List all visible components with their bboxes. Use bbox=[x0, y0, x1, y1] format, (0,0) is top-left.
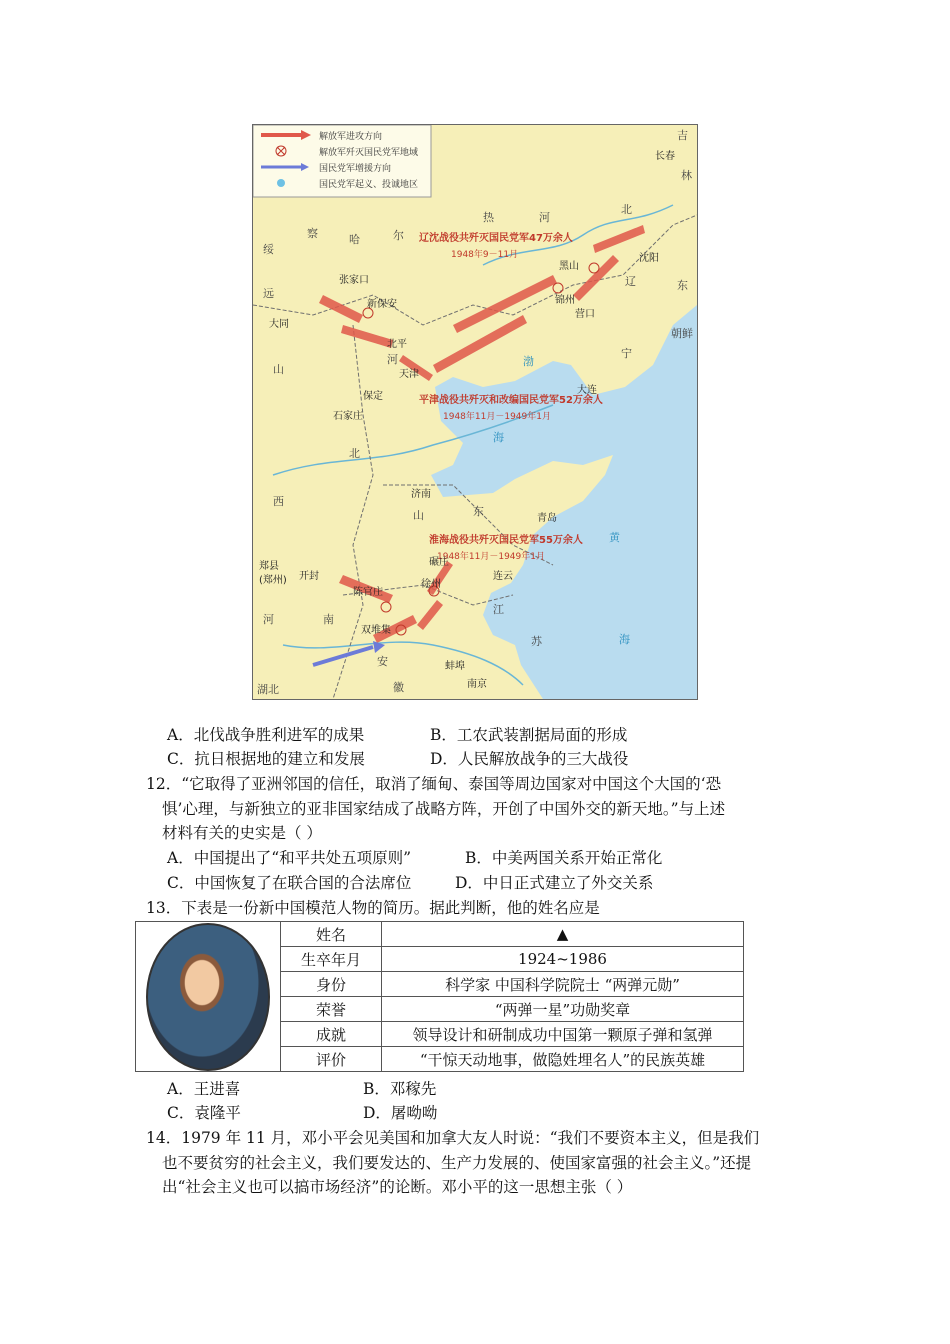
city-label: 北平 bbox=[387, 339, 407, 350]
battle-dates: 1948年9－11月 bbox=[451, 250, 519, 260]
option-b[interactable]: B．中美两国关系开始正常化 bbox=[465, 849, 663, 867]
option-d[interactable]: D．人民解放战争的三大战役 bbox=[430, 750, 629, 768]
region-label: 湖北 bbox=[257, 683, 279, 696]
question-12-stem: 材料有关的史实是（ ） bbox=[162, 824, 322, 842]
region-label: 北 bbox=[621, 203, 632, 216]
region-label: 南 bbox=[323, 613, 334, 626]
battle-map bbox=[252, 124, 698, 700]
city-label: 黑山 bbox=[559, 261, 579, 272]
region-label: 辽 bbox=[625, 275, 636, 288]
city-label: 新保安 bbox=[367, 299, 397, 310]
option-c[interactable]: C．袁隆平 bbox=[167, 1104, 241, 1122]
table-value: ▲ bbox=[382, 922, 744, 947]
region-label: 河 bbox=[539, 211, 550, 224]
city-label: 济南 bbox=[411, 489, 431, 500]
city-label: 陈官庄 bbox=[353, 587, 383, 598]
table-key: 生卒年月 bbox=[281, 947, 382, 972]
region-label: 山 bbox=[413, 509, 424, 522]
city-label: 沈阳 bbox=[639, 253, 659, 264]
city-label: 碾庄 bbox=[429, 557, 449, 568]
region-label: 吉 bbox=[677, 129, 688, 142]
portrait-photo bbox=[146, 923, 270, 1071]
sea-label: 海 bbox=[619, 633, 630, 646]
city-label: 大同 bbox=[269, 319, 289, 330]
option-d[interactable]: D．屠呦呦 bbox=[363, 1104, 438, 1122]
city-label: 青岛 bbox=[537, 513, 557, 524]
city-label: 天津 bbox=[399, 369, 419, 380]
table-key: 身份 bbox=[281, 972, 382, 997]
battle-dates: 1948年11月－1949年1月 bbox=[437, 552, 545, 562]
region-label: 远 bbox=[263, 287, 274, 300]
table-key: 荣誉 bbox=[281, 997, 382, 1022]
table-value: 领导设计和研制成功中国第一颗原子弹和氢弹 bbox=[382, 1022, 744, 1047]
city-label: 营口 bbox=[575, 309, 595, 320]
uprising-icon bbox=[277, 179, 285, 187]
legend-label: 国民党军起义、投诚地区 bbox=[319, 180, 419, 190]
city-label: 连云 bbox=[493, 571, 513, 582]
table-value: “两弹一星”功勋奖章 bbox=[382, 997, 744, 1022]
region-label: 河 bbox=[387, 353, 398, 366]
city-label: 蚌埠 bbox=[445, 661, 465, 672]
region-label: 绥 bbox=[263, 243, 274, 256]
city-label: 开封 bbox=[299, 571, 319, 582]
city-label: 徐州 bbox=[421, 579, 441, 590]
option-c[interactable]: C．抗日根据地的建立和发展 bbox=[167, 750, 365, 768]
city-label: (郑州) bbox=[259, 575, 287, 586]
question-12-stem: 惧’心理，与新独立的亚非国家结成了战略方阵，开创了中国外交的新天地。”与上述 bbox=[162, 800, 726, 818]
region-label: 东 bbox=[677, 279, 688, 292]
option-b[interactable]: B．邓稼先 bbox=[363, 1080, 437, 1098]
region-label: 热 bbox=[483, 211, 494, 224]
city-label: 保定 bbox=[363, 391, 383, 402]
region-label: 尔 bbox=[393, 229, 404, 242]
sea-label: 海 bbox=[493, 431, 504, 444]
battle-dates: 1948年11月－1949年1月 bbox=[443, 412, 551, 422]
city-label: 南京 bbox=[467, 679, 487, 690]
city-label: 张家口 bbox=[339, 275, 369, 286]
battle-caption: 平津战役共歼灭和改编国民党军52万余人 bbox=[419, 395, 603, 406]
region-label: 江 bbox=[493, 603, 504, 616]
portrait-cell bbox=[136, 922, 281, 1072]
table-key: 评价 bbox=[281, 1047, 382, 1072]
region-label: 东 bbox=[473, 505, 484, 518]
region-label: 河 bbox=[263, 613, 274, 626]
region-label: 朝鲜 bbox=[671, 327, 693, 340]
city-label: 大连 bbox=[577, 385, 597, 396]
option-c[interactable]: C．中国恢复了在联合国的合法席位 bbox=[167, 874, 412, 892]
question-13-stem: 13．下表是一份新中国模范人物的简历。据此判断，他的姓名应是 bbox=[146, 899, 600, 917]
battle-map-svg bbox=[253, 125, 697, 699]
region-label: 察 bbox=[307, 227, 318, 240]
table-row bbox=[136, 922, 744, 947]
city-label: 长春 bbox=[655, 151, 675, 162]
legend-label: 国民党军增援方向 bbox=[319, 164, 392, 174]
region-label: 宁 bbox=[621, 347, 632, 360]
city-label: 锦州 bbox=[555, 295, 575, 306]
region-label: 哈 bbox=[349, 233, 360, 246]
option-d[interactable]: D．中日正式建立了外交关系 bbox=[455, 874, 654, 892]
option-a[interactable]: A．王进喜 bbox=[167, 1080, 241, 1098]
option-b[interactable]: B．工农武装割据局面的形成 bbox=[430, 726, 628, 744]
city-label: 双堆集 bbox=[361, 625, 391, 636]
legend-label: 解放军歼灭国民党军地域 bbox=[319, 148, 419, 158]
sea-label: 黄 bbox=[609, 531, 620, 544]
region-label: 徽 bbox=[393, 681, 404, 694]
city-label: 郑县 bbox=[259, 561, 279, 572]
biography-table bbox=[135, 921, 744, 1072]
option-a[interactable]: A．中国提出了“和平共处五项原则” bbox=[167, 849, 412, 867]
question-14-stem: 出“社会主义也可以搞市场经济”的论断。邓小平的这一思想主张（ ） bbox=[162, 1178, 633, 1196]
region-label: 北 bbox=[349, 447, 360, 460]
table-value: “干惊天动地事，做隐姓埋名人”的民族英雄 bbox=[382, 1047, 744, 1072]
region-label: 林 bbox=[681, 169, 692, 182]
option-a[interactable]: A．北伐战争胜利进军的成果 bbox=[167, 726, 365, 744]
battle-caption: 淮海战役共歼灭国民党军55万余人 bbox=[429, 535, 583, 546]
table-value: 1924~1986 bbox=[382, 947, 744, 972]
region-label: 山 bbox=[273, 363, 284, 376]
table-key: 成就 bbox=[281, 1022, 382, 1047]
table-value: 科学家 中国科学院院士 “两弹元勋” bbox=[382, 972, 744, 997]
legend-label: 解放军进攻方向 bbox=[319, 132, 383, 142]
battle-caption: 辽沈战役共歼灭国民党军47万余人 bbox=[419, 233, 573, 244]
region-label: 西 bbox=[273, 495, 284, 508]
city-label: 石家庄 bbox=[333, 411, 363, 422]
region-label: 安 bbox=[377, 655, 388, 668]
question-14-stem: 也不要贫穷的社会主义，我们要发达的、生产力发展的、使国家富强的社会主义。”还提 bbox=[162, 1154, 752, 1172]
table-key: 姓名 bbox=[281, 922, 382, 947]
question-12-stem: 12．“它取得了亚洲邻国的信任，取消了缅甸、泰国等周边国家对中国这个大国的‘恐 bbox=[146, 775, 722, 793]
question-14-stem: 14．1979 年 11 月，邓小平会见美国和加拿大友人时说：“我们不要资本主义，但是我们 bbox=[146, 1129, 760, 1147]
region-label: 苏 bbox=[531, 635, 542, 648]
sea-label: 渤 bbox=[523, 355, 534, 368]
